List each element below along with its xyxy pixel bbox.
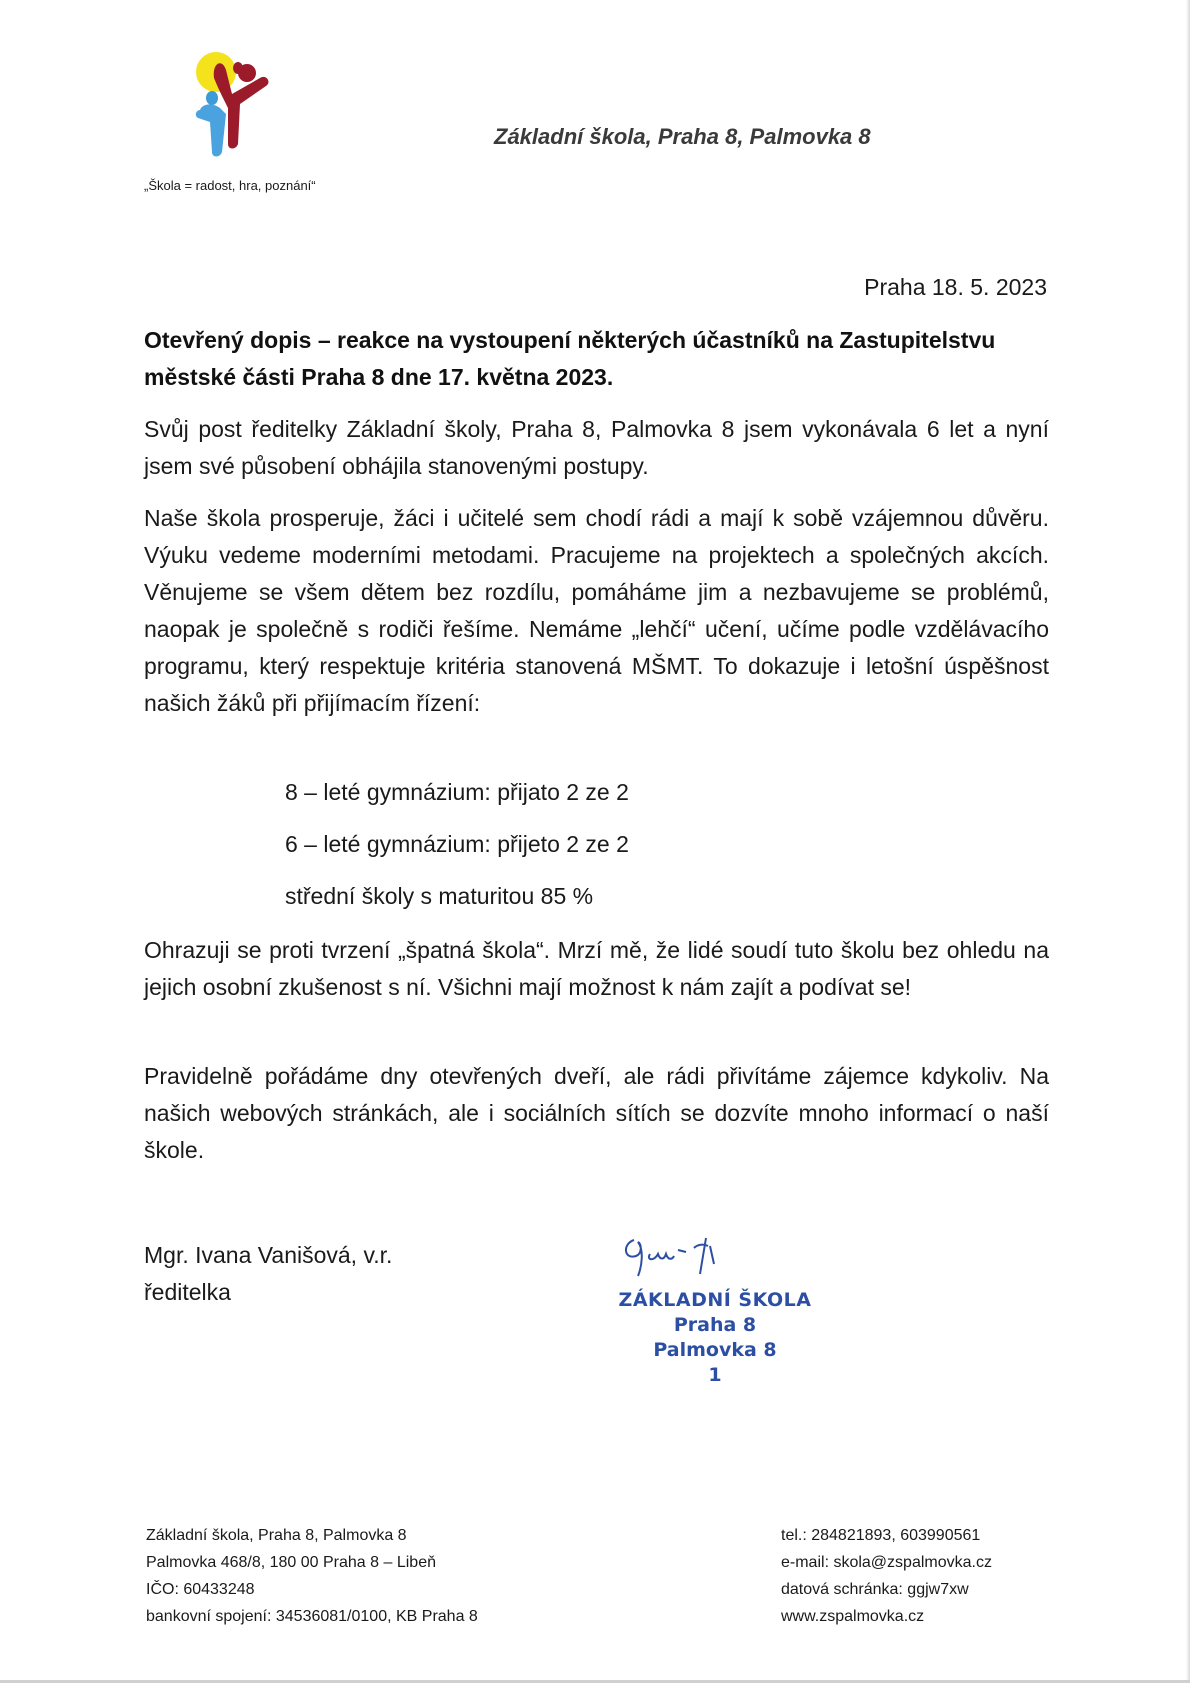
school-motto: „Škola = radost, hra, poznání“	[144, 178, 316, 193]
handwritten-signature	[620, 1230, 740, 1280]
signer-name: Mgr. Ivana Vanišová, v.r.	[144, 1242, 393, 1268]
school-name-header: Základní škola, Praha 8, Palmovka 8	[494, 124, 871, 149]
result-item: střední školy s maturitou 85 %	[285, 883, 594, 909]
footer-contacts	[781, 1522, 992, 1630]
stamp-line: 1	[708, 1364, 722, 1386]
stamp-line: Palmovka 8	[653, 1339, 777, 1361]
footer-line: IČO: 60433248	[146, 1581, 255, 1598]
footer-email: e-mail: skola@zspalmovka.cz	[781, 1554, 992, 1571]
footer-phone: tel.: 284821893, 603990561	[781, 1527, 981, 1544]
paragraph-objection: Ohrazuji se proti tvrzení „špatná škola“. Mrzí mě, že lidé soudí tuto školu bez ohledu na jejich osobní zkušenost s ní. Všichni mají možnost k nám zajít a podívat se!	[144, 937, 1049, 1000]
letter-date: Praha 18. 5. 2023	[864, 274, 1047, 300]
footer-website: www.zspalmovka.cz	[781, 1608, 925, 1625]
stamp-line: Praha 8	[673, 1314, 757, 1336]
page-edge	[1186, 0, 1190, 1683]
school-logo-figures-icon	[192, 48, 292, 163]
paragraph-school-description: Naše škola prosperuje, žáci i učitelé sem chodí rádi a mají k sobě vzájemnou důvěru. Výuku vedeme moderními metodami. Pracujeme na projektech a společných akcích. Věnujeme se všem dětem bez rozdílu, pomáháme jim a nezbavujeme se problémů, naopak je společně s rodiči řešíme. Nemáme „lehčí“ učení, učíme podle vzdělávacího programu, který respektuje kritéria stanovená MŠMT. To dokazuje i letošní úspěšnost našich žáků při přijímacím řízení:	[144, 505, 1049, 716]
paragraph-intro: Svůj post ředitelky Základní školy, Praha 8, Palmovka 8 jsem vykonávala 6 let a nyní jsem své působení obhájila stanovenými postupy.	[144, 416, 1049, 479]
footer-line: bankovní spojení: 34536081/0100, KB Praha 8	[146, 1608, 478, 1625]
admission-results-list	[285, 774, 629, 930]
footer-line: Základní škola, Praha 8, Palmovka 8	[146, 1527, 407, 1544]
stamp-line: ZÁKLADNÍ ŠKOLA	[618, 1289, 812, 1311]
paragraph-invitation: Pravidelně pořádáme dny otevřených dveří, ale rádi přivítáme zájemce kdykoliv. Na našich webových stránkách, ale i sociálních sítích se dozvíte mnoho informací o naší škole.	[144, 1063, 1049, 1163]
result-item: 8 – leté gymnázium: přijato 2 ze 2	[285, 779, 629, 805]
signer-role: ředitelka	[144, 1279, 231, 1305]
result-item: 6 – leté gymnázium: přijeto 2 ze 2	[285, 831, 629, 857]
signature-block	[144, 1237, 392, 1311]
footer-address	[146, 1522, 478, 1630]
footer-data-box: datová schránka: ggjw7xw	[781, 1581, 969, 1598]
footer-line: Palmovka 468/8, 180 00 Praha 8 – Libeň	[146, 1554, 436, 1571]
letter-subject: Otevřený dopis – reakce na vystoupení některých účastníků na Zastupitelstvu městské části Praha 8 dne 17. května 2023.	[144, 327, 996, 390]
school-stamp	[600, 1288, 830, 1388]
